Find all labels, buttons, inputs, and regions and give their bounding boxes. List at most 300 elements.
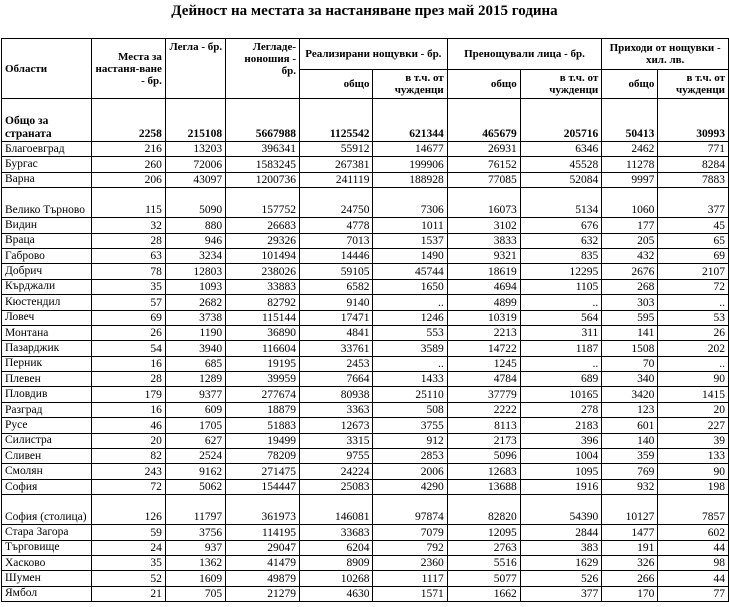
table-cell: 3833 [447, 233, 520, 248]
table-cell: 1508 [602, 341, 658, 356]
table-cell: 26 [92, 325, 166, 340]
table-cell: .. [520, 295, 602, 310]
header-revenue-foreign: в т.ч. от чужденци [658, 70, 729, 99]
table-cell: 26 [658, 325, 729, 340]
header-region: Области [2, 39, 92, 99]
table-row [2, 341, 729, 356]
table-cell: 2524 [165, 449, 225, 464]
table-cell: 595 [602, 310, 658, 325]
region-name: Благоевград [2, 142, 92, 157]
total-row [2, 99, 729, 142]
region-name: Видин [2, 218, 92, 233]
table-cell: 9140 [300, 295, 373, 310]
table-cell: 101494 [226, 248, 300, 263]
table-cell: 20 [658, 402, 729, 417]
table-cell: 3755 [373, 418, 447, 433]
table-cell: 25110 [373, 387, 447, 402]
table-cell: 9162 [165, 464, 225, 479]
table-cell: 627 [165, 433, 225, 448]
table-cell: 10165 [520, 387, 602, 402]
table-cell: 2453 [300, 356, 373, 371]
table-cell: 241119 [300, 172, 373, 187]
table-cell: 10319 [447, 310, 520, 325]
region-name: Ловеч [2, 310, 92, 325]
table-cell: 3102 [447, 218, 520, 233]
table-cell: 3315 [300, 433, 373, 448]
table-cell: 43097 [165, 172, 225, 187]
table-cell: 1245 [447, 356, 520, 371]
table-cell: 6582 [300, 279, 373, 294]
table-cell: 24224 [300, 464, 373, 479]
region-name: София [2, 479, 92, 494]
table-cell: 6204 [300, 540, 373, 555]
table-cell: .. [373, 295, 447, 310]
table-cell: 11797 [165, 495, 225, 525]
table-cell: 69 [658, 248, 729, 263]
table-cell: 141 [602, 325, 658, 340]
table-row [2, 188, 729, 218]
table-row [2, 387, 729, 402]
total-cell: 215108 [165, 99, 225, 142]
table-cell: 5096 [447, 449, 520, 464]
table-cell: 2006 [373, 464, 447, 479]
table-cell: 7013 [300, 233, 373, 248]
table-cell: 46 [92, 418, 166, 433]
table-cell: 1609 [165, 571, 225, 586]
table-cell: 3738 [165, 310, 225, 325]
region-name: Бургас [2, 157, 92, 172]
table-cell: 326 [602, 555, 658, 570]
table-row [2, 356, 729, 371]
table-cell: 114195 [226, 525, 300, 540]
table-cell: 157752 [226, 188, 300, 218]
header-places: Места за настаня-ване - бр. [92, 39, 166, 99]
table-cell: 54 [92, 341, 166, 356]
table-cell: 154447 [226, 479, 300, 494]
table-cell: 51883 [226, 418, 300, 433]
table-cell: 4694 [447, 279, 520, 294]
table-cell: 12295 [520, 264, 602, 279]
table-cell: 21 [92, 586, 166, 601]
table-cell: .. [373, 356, 447, 371]
table-cell: .. [658, 356, 729, 371]
table-cell: 206 [92, 172, 166, 187]
table-cell: 55912 [300, 142, 373, 157]
table-row [2, 248, 729, 263]
table-cell: 792 [373, 540, 447, 555]
table-row [2, 310, 729, 325]
table-cell: 11278 [602, 157, 658, 172]
table-row [2, 586, 729, 601]
table-cell: 377 [520, 586, 602, 601]
table-cell: 133 [658, 449, 729, 464]
table-cell: 377 [658, 188, 729, 218]
table-cell: 63 [92, 248, 166, 263]
table-cell: 65 [658, 233, 729, 248]
table-cell: 77 [658, 586, 729, 601]
region-name: Силистра [2, 433, 92, 448]
table-cell: 2676 [602, 264, 658, 279]
table-cell: 33761 [300, 341, 373, 356]
region-name: Монтана [2, 325, 92, 340]
table-cell: 8113 [447, 418, 520, 433]
table-cell: 28 [92, 233, 166, 248]
table-cell: 14446 [300, 248, 373, 263]
table-cell: 82820 [447, 495, 520, 525]
table-cell: 3420 [602, 387, 658, 402]
table-cell: 54390 [520, 495, 602, 525]
region-name: Кюстендил [2, 295, 92, 310]
table-cell: 35 [92, 279, 166, 294]
table-row [2, 325, 729, 340]
region-name: Враца [2, 233, 92, 248]
table-cell: 1662 [447, 586, 520, 601]
table-cell: 1415 [658, 387, 729, 402]
table-row [2, 264, 729, 279]
table-cell: 7857 [658, 495, 729, 525]
table-row [2, 157, 729, 172]
region-name: Кърджали [2, 279, 92, 294]
table-row [2, 433, 729, 448]
table-cell: 216 [92, 142, 166, 157]
table-cell: 1583245 [226, 157, 300, 172]
table-cell: 18879 [226, 402, 300, 417]
table-cell: 77085 [447, 172, 520, 187]
table-cell: 72 [92, 479, 166, 494]
table-body [2, 99, 729, 602]
table-cell: 260 [92, 157, 166, 172]
table-cell: 69 [92, 310, 166, 325]
table-cell: 3756 [165, 525, 225, 540]
table-cell: 16073 [447, 188, 520, 218]
table-cell: 2213 [447, 325, 520, 340]
table-cell: 72 [658, 279, 729, 294]
table-cell: 14677 [373, 142, 447, 157]
table-cell: 2183 [520, 418, 602, 433]
table-cell: 3234 [165, 248, 225, 263]
table-cell: 2173 [447, 433, 520, 448]
table-cell: 632 [520, 233, 602, 248]
total-cell: 2258 [92, 99, 166, 142]
table-cell: 33683 [300, 525, 373, 540]
region-name: Смолян [2, 464, 92, 479]
table-cell: 1246 [373, 310, 447, 325]
table-cell: 2682 [165, 295, 225, 310]
region-name: Русе [2, 418, 92, 433]
region-name: Велико Търново [2, 188, 92, 218]
table-cell: 29047 [226, 540, 300, 555]
table-cell: 72006 [165, 157, 225, 172]
table-cell: 57 [92, 295, 166, 310]
table-cell: 116604 [226, 341, 300, 356]
table-cell: 340 [602, 372, 658, 387]
table-cell: 1093 [165, 279, 225, 294]
header-nights-group: Реализирани нощувки - бр. [300, 39, 448, 70]
region-name: Търговище [2, 540, 92, 555]
table-cell: 24750 [300, 188, 373, 218]
table-cell: 243 [92, 464, 166, 479]
table-cell: 771 [658, 142, 729, 157]
table-cell: 32 [92, 218, 166, 233]
table-cell: 5062 [165, 479, 225, 494]
table-cell: 12803 [165, 264, 225, 279]
table-cell: 1571 [373, 586, 447, 601]
table-cell: 5077 [447, 571, 520, 586]
table-cell: 78209 [226, 449, 300, 464]
table-cell: 689 [520, 372, 602, 387]
table-cell: 227 [658, 418, 729, 433]
region-name: София (столица) [2, 495, 92, 525]
table-cell: 2107 [658, 264, 729, 279]
table-cell: 526 [520, 571, 602, 586]
table-cell: .. [658, 295, 729, 310]
table-cell: 115144 [226, 310, 300, 325]
table-cell: 5134 [520, 188, 602, 218]
region-name: Пазарджик [2, 341, 92, 356]
header-guests-total: общо [447, 70, 520, 99]
header-guests-foreign: в т.ч. от чужденци [520, 70, 602, 99]
table-cell: 90 [658, 372, 729, 387]
table-cell: 8909 [300, 555, 373, 570]
table-cell: 1705 [165, 418, 225, 433]
total-label: Общо за страната [2, 99, 92, 142]
table-cell: 12095 [447, 525, 520, 540]
table-cell: 12683 [447, 464, 520, 479]
total-cell: 621344 [373, 99, 447, 142]
table-cell: 29326 [226, 233, 300, 248]
table-cell: 199906 [373, 157, 447, 172]
region-name: Перник [2, 356, 92, 371]
table-cell: 9997 [602, 172, 658, 187]
table-cell: 1117 [373, 571, 447, 586]
table-row [2, 218, 729, 233]
table-cell: 1490 [373, 248, 447, 263]
table-row [2, 449, 729, 464]
total-cell: 1125542 [300, 99, 373, 142]
table-cell: 1095 [520, 464, 602, 479]
table-cell: 396 [520, 433, 602, 448]
table-row [2, 479, 729, 494]
table-cell: .. [520, 356, 602, 371]
total-cell: 465679 [447, 99, 520, 142]
region-name: Сливен [2, 449, 92, 464]
table-cell: 70 [602, 356, 658, 371]
table-cell: 45528 [520, 157, 602, 172]
table-cell: 277674 [226, 387, 300, 402]
table-cell: 1200736 [226, 172, 300, 187]
table-cell: 3940 [165, 341, 225, 356]
table-cell: 5090 [165, 188, 225, 218]
header-bed-nights: Легладе-ноношия - бр. [226, 39, 300, 99]
table-cell: 396341 [226, 142, 300, 157]
table-cell: 1477 [602, 525, 658, 540]
table-cell: 13688 [447, 479, 520, 494]
table-cell: 16 [92, 402, 166, 417]
region-name: Пловдив [2, 387, 92, 402]
table-cell: 1650 [373, 279, 447, 294]
table-cell: 18619 [447, 264, 520, 279]
table-cell: 82 [92, 449, 166, 464]
total-cell: 5667988 [226, 99, 300, 142]
table-cell: 508 [373, 402, 447, 417]
region-name: Шумен [2, 571, 92, 586]
table-cell: 912 [373, 433, 447, 448]
table-cell: 126 [92, 495, 166, 525]
table-cell: 609 [165, 402, 225, 417]
table-cell: 90 [658, 464, 729, 479]
header-revenue-group: Приходи от нощувки - хил. лв. [602, 39, 729, 70]
total-cell: 205716 [520, 99, 602, 142]
table-cell: 20 [92, 433, 166, 448]
table-cell: 1190 [165, 325, 225, 340]
table-cell: 705 [165, 586, 225, 601]
table-cell: 19195 [226, 356, 300, 371]
table-cell: 9755 [300, 449, 373, 464]
table-cell: 198 [658, 479, 729, 494]
table-cell: 7079 [373, 525, 447, 540]
table-cell: 602 [658, 525, 729, 540]
table-cell: 1629 [520, 555, 602, 570]
table-cell: 41479 [226, 555, 300, 570]
table-row [2, 418, 729, 433]
table-row [2, 279, 729, 294]
table-cell: 49879 [226, 571, 300, 586]
table-cell: 80938 [300, 387, 373, 402]
table-cell: 1362 [165, 555, 225, 570]
table-cell: 303 [602, 295, 658, 310]
header-beds: Легла - бр. [165, 39, 225, 99]
table-cell: 179 [92, 387, 166, 402]
table-cell: 115 [92, 188, 166, 218]
table-cell: 36890 [226, 325, 300, 340]
table-cell: 3363 [300, 402, 373, 417]
table-cell: 676 [520, 218, 602, 233]
region-name: Хасково [2, 555, 92, 570]
table-cell: 880 [165, 218, 225, 233]
table-cell: 7883 [658, 172, 729, 187]
table-cell: 82792 [226, 295, 300, 310]
table-cell: 835 [520, 248, 602, 263]
region-name: Ямбол [2, 586, 92, 601]
table-cell: 45 [658, 218, 729, 233]
table-cell: 98 [658, 555, 729, 570]
header-nights-total: общо [300, 70, 373, 99]
table-cell: 601 [602, 418, 658, 433]
table-cell: 10127 [602, 495, 658, 525]
table-cell: 1289 [165, 372, 225, 387]
table-cell: 4899 [447, 295, 520, 310]
table-cell: 76152 [447, 157, 520, 172]
table-cell: 564 [520, 310, 602, 325]
table-cell: 12673 [300, 418, 373, 433]
header-revenue-total: общо [602, 70, 658, 99]
table-cell: 2462 [602, 142, 658, 157]
accommodation-table [1, 38, 729, 602]
table-cell: 24 [92, 540, 166, 555]
table-cell: 45744 [373, 264, 447, 279]
table-cell: 26931 [447, 142, 520, 157]
header-guests-group: Пренощували лица - бр. [447, 39, 602, 70]
table-cell: 3589 [373, 341, 447, 356]
table-row [2, 495, 729, 525]
table-cell: 685 [165, 356, 225, 371]
table-cell: 2222 [447, 402, 520, 417]
table-cell: 39959 [226, 372, 300, 387]
table-row [2, 571, 729, 586]
table-cell: 28 [92, 372, 166, 387]
table-cell: 33883 [226, 279, 300, 294]
table-cell: 10268 [300, 571, 373, 586]
table-cell: 5516 [447, 555, 520, 570]
table-cell: 35 [92, 555, 166, 570]
region-name: Стара Загора [2, 525, 92, 540]
table-cell: 26683 [226, 218, 300, 233]
table-cell: 1060 [602, 188, 658, 218]
table-cell: 14722 [447, 341, 520, 356]
total-cell: 30993 [658, 99, 729, 142]
table-cell: 123 [602, 402, 658, 417]
table-cell: 177 [602, 218, 658, 233]
table-cell: 39 [658, 433, 729, 448]
table-cell: 1105 [520, 279, 602, 294]
table-cell: 311 [520, 325, 602, 340]
table-cell: 1004 [520, 449, 602, 464]
table-cell: 44 [658, 571, 729, 586]
table-row [2, 555, 729, 570]
table-cell: 9377 [165, 387, 225, 402]
table-cell: 16 [92, 356, 166, 371]
table-cell: 1187 [520, 341, 602, 356]
region-name: Плевен [2, 372, 92, 387]
table-cell: 59105 [300, 264, 373, 279]
table-cell: 52 [92, 571, 166, 586]
table-cell: 4778 [300, 218, 373, 233]
table-row [2, 540, 729, 555]
page-title: Дейност на местата за настаняване през май 2015 година [171, 3, 558, 19]
table-cell: 78 [92, 264, 166, 279]
table-cell: 44 [658, 540, 729, 555]
region-name: Габрово [2, 248, 92, 263]
table-cell: 4290 [373, 479, 447, 494]
table-cell: 553 [373, 325, 447, 340]
table-cell: 17471 [300, 310, 373, 325]
table-cell: 25083 [300, 479, 373, 494]
table-cell: 53 [658, 310, 729, 325]
table-cell: 1011 [373, 218, 447, 233]
table-cell: 205 [602, 233, 658, 248]
region-name: Разград [2, 402, 92, 417]
table-cell: 188928 [373, 172, 447, 187]
table-row [2, 402, 729, 417]
table-cell: 52084 [520, 172, 602, 187]
total-cell: 50413 [602, 99, 658, 142]
table-cell: 2853 [373, 449, 447, 464]
table-row [2, 142, 729, 157]
table-cell: 2360 [373, 555, 447, 570]
table-cell: 432 [602, 248, 658, 263]
table-cell: 37779 [447, 387, 520, 402]
table-cell: 238026 [226, 264, 300, 279]
table-cell: 2844 [520, 525, 602, 540]
region-name: Варна [2, 172, 92, 187]
table-cell: 19499 [226, 433, 300, 448]
table-cell: 932 [602, 479, 658, 494]
table-cell: 946 [165, 233, 225, 248]
table-cell: 4630 [300, 586, 373, 601]
region-name: Добрич [2, 264, 92, 279]
table-cell: 267381 [300, 157, 373, 172]
table-cell: 146081 [300, 495, 373, 525]
